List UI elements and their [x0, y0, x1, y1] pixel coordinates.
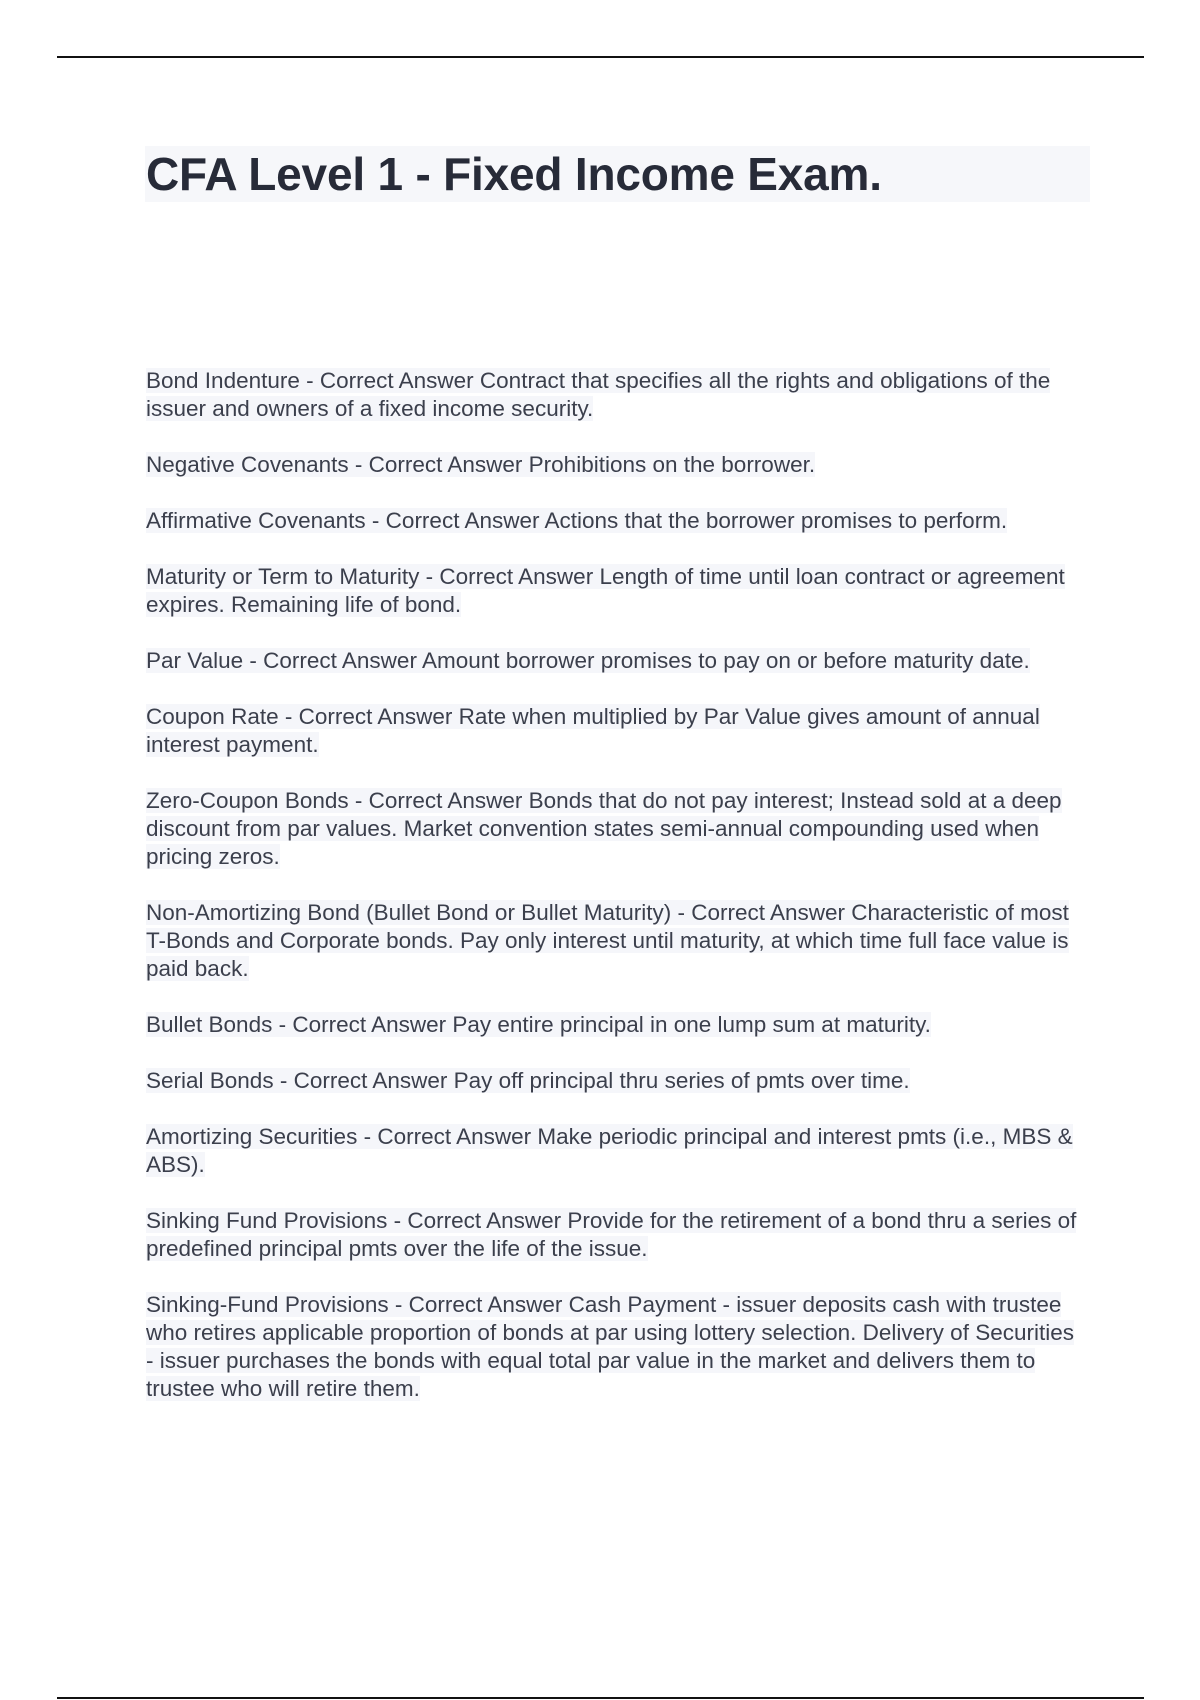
flashcard-serial-bonds	[146, 1067, 1086, 1095]
flashcard-text: Bullet Bonds - Correct Answer Pay entire principal in one lump sum at maturity.	[146, 1012, 931, 1037]
flashcard-text: Affirmative Covenants - Correct Answer Actions that the borrower promises to perform.	[146, 508, 1008, 533]
flashcard-text: Coupon Rate - Correct Answer Rate when multiplied by Par Value gives amount of annual interest payment.	[146, 704, 1040, 757]
flashcard-text: Sinking-Fund Provisions - Correct Answer Cash Payment - issuer deposits cash with trustee who retires applicable proportion of bonds at par using lottery selection. Delivery of Securities - issuer purchases the bonds with equal total par value in the market and delivers them to trustee who will retire them.	[146, 1292, 1074, 1401]
flashcard-text: Maturity or Term to Maturity - Correct Answer Length of time until loan contract or agreement expires. Remaining life of bond.	[146, 564, 1065, 617]
top-rule	[57, 56, 1144, 58]
page-title: CFA Level 1 - Fixed Income Exam.	[146, 148, 882, 200]
bottom-rule	[57, 1697, 1144, 1699]
flashcard-amortizing-securities	[146, 1123, 1086, 1179]
flashcard-list	[146, 367, 1086, 1431]
flashcard-text: Bond Indenture - Correct Answer Contract that specifies all the rights and obligations of the issuer and owners of a fixed income security.	[146, 368, 1051, 421]
flashcard-par-value	[146, 647, 1086, 675]
flashcard-text: Serial Bonds - Correct Answer Pay off principal thru series of pmts over time.	[146, 1068, 910, 1093]
flashcard-text: Zero-Coupon Bonds - Correct Answer Bonds that do not pay interest; Instead sold at a deep discount from par values. Market convention states semi-annual compounding used when pricing zeros.	[146, 788, 1062, 869]
flashcard-text: Negative Covenants - Correct Answer Prohibitions on the borrower.	[146, 452, 816, 477]
flashcard-text: Non-Amortizing Bond (Bullet Bond or Bullet Maturity) - Correct Answer Characteristic of most T-Bonds and Corporate bonds. Pay only interest until maturity, at which time full face value is paid back.	[146, 900, 1069, 981]
flashcard-sinking-fund-provisions	[146, 1207, 1086, 1263]
flashcard-text: Sinking Fund Provisions - Correct Answer Provide for the retirement of a bond thru a series of predefined principal pmts over the life of the issue.	[146, 1208, 1077, 1261]
flashcard-affirmative-covenants	[146, 507, 1086, 535]
flashcard-text: Amortizing Securities - Correct Answer Make periodic principal and interest pmts (i.e., MBS & ABS).	[146, 1124, 1073, 1177]
flashcard-coupon-rate	[146, 703, 1086, 759]
flashcard-sinking-fund-provisions-detail	[146, 1291, 1086, 1403]
flashcard-bullet-bonds	[146, 1011, 1086, 1039]
flashcard-non-amortizing-bond	[146, 899, 1086, 983]
flashcard-maturity	[146, 563, 1086, 619]
flashcard-zero-coupon-bonds	[146, 787, 1086, 871]
flashcard-bond-indenture	[146, 367, 1086, 423]
flashcard-negative-covenants	[146, 451, 1086, 479]
flashcard-text: Par Value - Correct Answer Amount borrower promises to pay on or before maturity date.	[146, 648, 1030, 673]
